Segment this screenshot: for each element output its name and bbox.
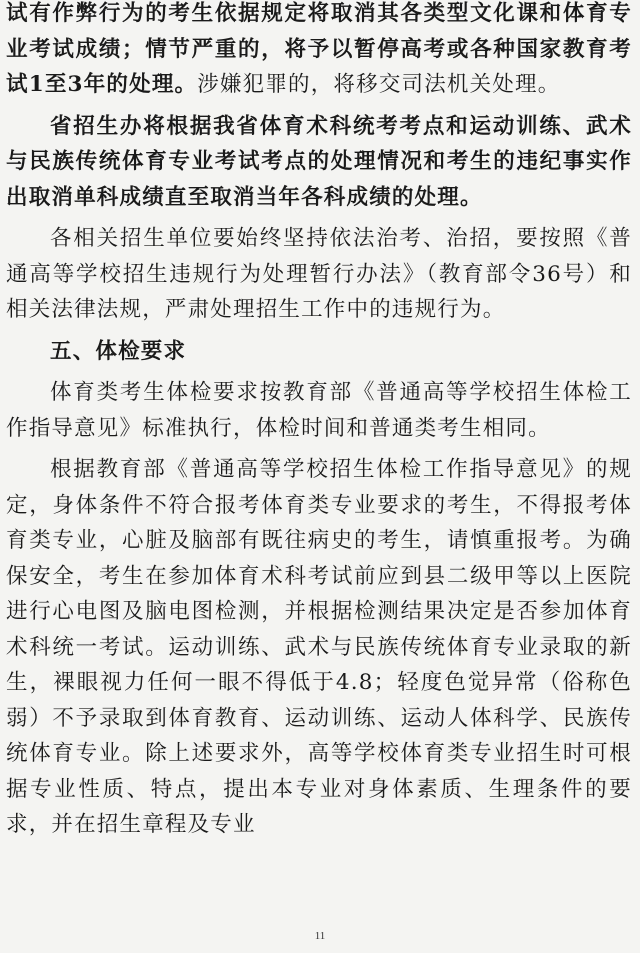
document-body	[6, 0, 632, 843]
paragraph-plain-text: 涉嫌犯罪的，将移交司法机关处理。	[197, 72, 561, 97]
paragraph-score-cancellation	[6, 109, 632, 216]
paragraph-exam-requirements: 根据教育部《普通高等学校招生体检工作指导意见》的规定，身体条件不符合报考体育类专业要求的考生，不得报考体育类专业，心脏及脑部有既往病史的考生，请慎重报考。为确保安全，考生在参加体育术科考试前应到县二级甲等以上医院进行心电图及脑电图检测，并根据检测结果决定是否参加体育术科统一考试。运动训练、武术与民族传统体育专业录取的新生，裸眼视力任何一眼不得低于4.8；轻度色觉异常（俗称色弱）不予录取到体育教育、运动训练、运动人体科学、民族传统体育专业。除上述要求外，高等学校体育类专业招生时可根据专业性质、特点，提出本专业对身体素质、生理条件的要求，并在招生章程及专业	[6, 457, 632, 837]
section-heading-physical-exam: 五、体检要求	[50, 338, 187, 364]
page-number: 11	[314, 930, 326, 942]
paragraph-plain-text: 各相关招生单位要始终坚持依法治考、治招，要按照《普通高等学校招生违规行为处理暂行办法》（教育部令36号）和相关法律法规，严肃处理招生工作中的违规行为。	[6, 226, 632, 322]
paragraph-bold-text: 试有作弊行为的考生依据规定将取消其各类型文化课和体育专业考试成绩；情节严重的，将予以暂停高考或各种国家教育考试1至3年的处理。	[6, 1, 632, 97]
paragraph-bold-text: 省招生办将根据我省体育术科统考考点和运动训练、武术与民族传统体育专业考试考点的处理情况和考生的违纪事实作出取消单科成绩直至取消当年各科成绩的处理。	[6, 113, 632, 210]
paragraph-penalty-continuation	[6, 0, 632, 103]
paragraph-exam-standards: 体育类考生体检要求按教育部《普通高等学校招生体检工作指导意见》标准执行，体检时间和普通类考生相同。	[6, 380, 632, 441]
paragraph-legal-enforcement	[6, 221, 632, 328]
